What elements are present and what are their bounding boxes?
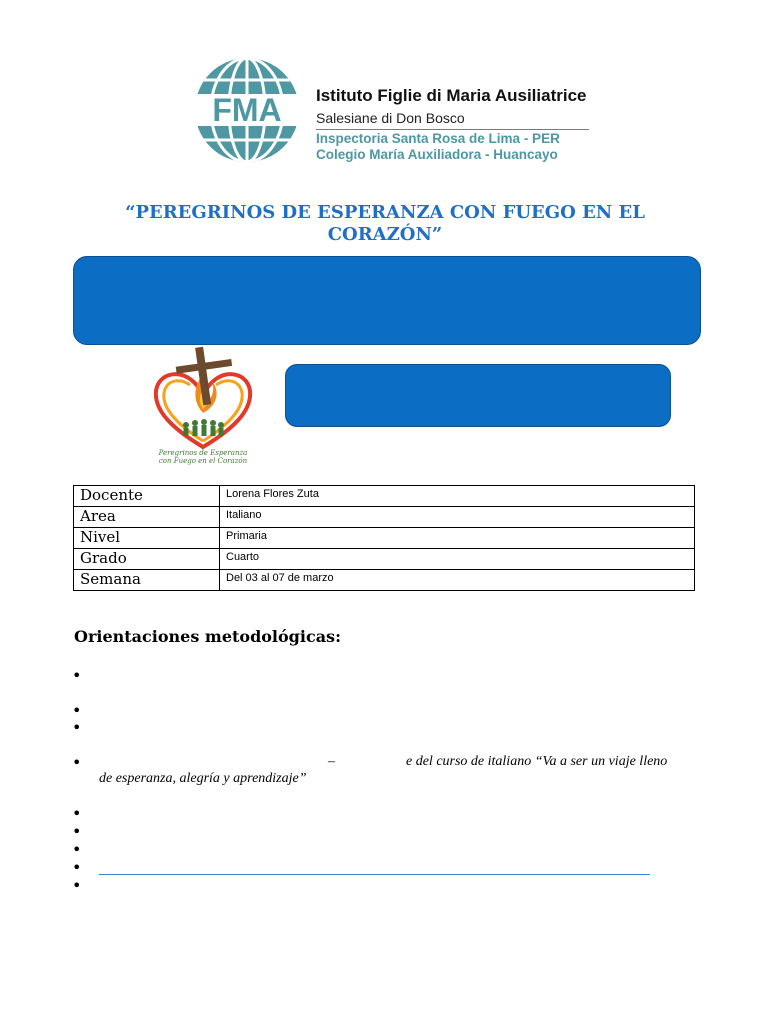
label-grado: Grado [74,549,220,570]
label-semana: Semana [74,570,220,591]
bullet-marker: • [72,822,82,841]
svg-text:Peregrinos de Esperanza: Peregrinos de Esperanza [158,449,248,457]
value-semana: Del 03 al 07 de marzo [220,570,695,591]
bullet-marker: • [72,858,82,877]
bullet-marker: • [72,718,82,737]
bullet-text-line1: e del curso de italiano “Va a ser un viaje lleno [406,754,668,769]
value-grado: Cuarto [220,549,695,570]
institute-name: Istituto Figlie di Maria Ausiliatrice [316,86,587,105]
table-row [74,507,695,528]
section-heading: Orientaciones metodológicas: [74,627,341,646]
link-underline[interactable] [99,874,650,875]
school-name: Colegio María Auxiliadora - Huancayo [316,147,558,162]
table-row [74,549,695,570]
bullet-marker: • [72,666,82,685]
label-docente: Docente [74,486,220,507]
svg-text:con Fuego en el Corazón: con Fuego en el Corazón [158,457,248,465]
svg-text:FMA: FMA [212,92,282,128]
bullet-marker: • [72,876,82,895]
bullet-marker: • [72,753,82,772]
fma-logo-icon [193,56,301,164]
inspectorate-name: Inspectoria Santa Rosa de Lima - PER [316,131,560,146]
header-divider [316,129,589,130]
info-table [73,485,695,591]
value-nivel: Primaria [220,528,695,549]
label-area: Area [74,507,220,528]
pilgrims-emblem-icon [148,343,258,467]
table-row [74,486,695,507]
bullet-dash: – [328,754,335,769]
blue-info-box [285,364,671,427]
table-row [74,528,695,549]
value-area: Italiano [220,507,695,528]
institute-subtitle: Salesiane di Don Bosco [316,110,465,126]
bullet-marker: • [72,840,82,859]
bullet-text-line2: de esperanza, alegría y aprendizaje” [99,771,307,786]
bullet-marker: • [72,701,82,720]
document-title: “PEREGRINOS DE ESPERANZA CON FUEGO EN EL CORAZÓN” [125,202,645,245]
bullet-marker: • [72,804,82,823]
blue-banner-box [73,256,701,345]
label-nivel: Nivel [74,528,220,549]
table-row [74,570,695,591]
value-docente: Lorena Flores Zuta [220,486,695,507]
